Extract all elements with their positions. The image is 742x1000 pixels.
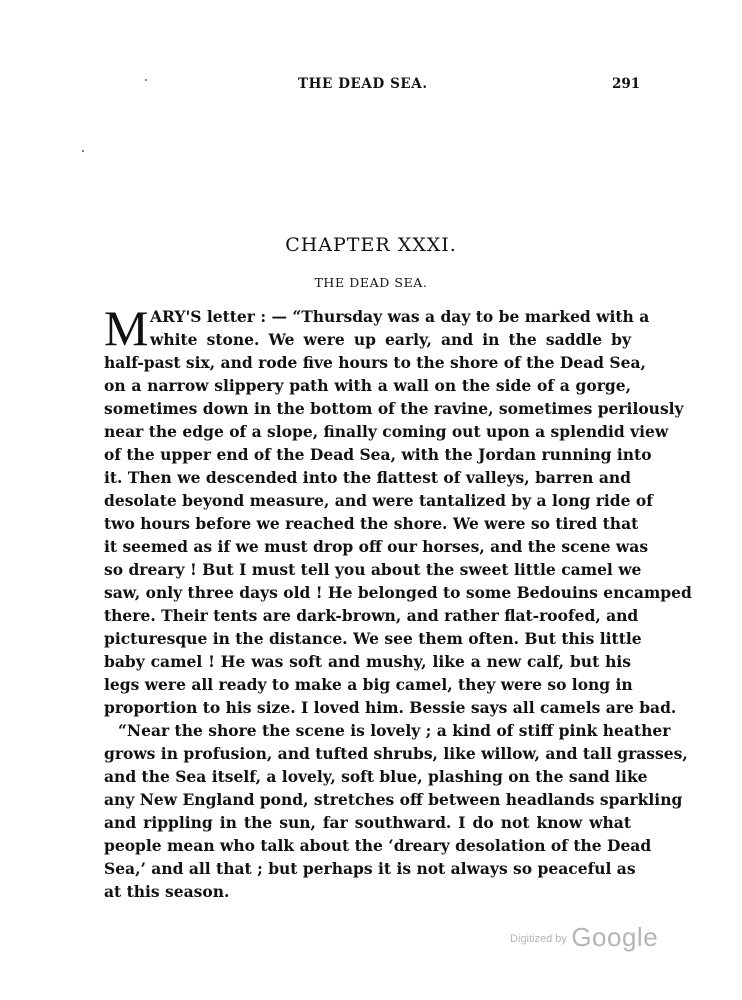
text-line: legs were all ready to make a big camel, they were so long in xyxy=(104,675,633,694)
text-line: it seemed as if we must drop off our horses, and the scene was xyxy=(104,537,649,556)
text-line: at this season. xyxy=(104,882,230,901)
text-line: white stone. We were up early, and in the saddle by xyxy=(150,330,631,349)
text-line: “Near the shore the scene is lovely ; a kind of stiff pink heather xyxy=(118,721,671,740)
text-line: saw, only three days old ! He belonged to some Bedouins encamped xyxy=(104,583,692,602)
text-line: ARY'S letter : — “Thursday was a day to be marked with a xyxy=(150,307,650,326)
text-line: so dreary ! But I must tell you about the sweet little camel we xyxy=(104,560,642,579)
text-line: on a narrow slippery path with a wall on the side of a gorge, xyxy=(104,376,631,395)
text-line: sometimes down in the bottom of the ravine, sometimes perilously xyxy=(104,399,684,418)
google-logo: Google xyxy=(571,922,659,952)
text-line: half-past six, and rode five hours to the shore of the Dead Sea, xyxy=(104,353,646,372)
digitized-watermark xyxy=(510,922,658,953)
text-line: picturesque in the distance. We see them often. But this little xyxy=(104,629,642,648)
text-line: of the upper end of the Dead Sea, with the Jordan running into xyxy=(104,445,652,464)
text-line: there. Their tents are dark-brown, and rather flat-roofed, and xyxy=(104,606,639,625)
text-line: and rippling in the sun, far southward. I do not know what xyxy=(104,813,631,832)
text-line: baby camel ! He was soft and mushy, like a new calf, but his xyxy=(104,652,631,671)
scan-speck xyxy=(82,150,84,152)
chapter-title: CHAPTER XXXI. xyxy=(285,234,457,256)
running-head: THE DEAD SEA. xyxy=(298,76,428,92)
page-number: 291 xyxy=(612,76,641,92)
text-line: two hours before we reached the shore. We were so tired that xyxy=(104,514,639,533)
text-line: any New England pond, stretches off between headlands sparkling xyxy=(104,790,683,809)
drop-cap: M xyxy=(104,300,149,356)
text-line: people mean who talk about the ‘dreary desolation of the Dead xyxy=(104,836,652,855)
chapter-subtitle: THE DEAD SEA. xyxy=(314,275,428,290)
watermark-prefix: Digitized by xyxy=(510,933,567,945)
text-line: and the Sea itself, a lovely, soft blue, plashing on the sand like xyxy=(104,767,648,786)
text-line: it. Then we descended into the flattest of valleys, barren and xyxy=(104,468,631,487)
text-line: desolate beyond measure, and were tantalized by a long ride of xyxy=(104,491,653,510)
text-line: grows in profusion, and tufted shrubs, like willow, and tall grasses, xyxy=(104,744,688,763)
text-line: proportion to his size. I loved him. Bessie says all camels are bad. xyxy=(104,698,677,717)
text-line: near the edge of a slope, finally coming out upon a splendid view xyxy=(104,422,669,441)
text-line: Sea,’ and all that ; but perhaps it is not always so peaceful as xyxy=(104,859,636,878)
scan-speck xyxy=(145,79,147,81)
